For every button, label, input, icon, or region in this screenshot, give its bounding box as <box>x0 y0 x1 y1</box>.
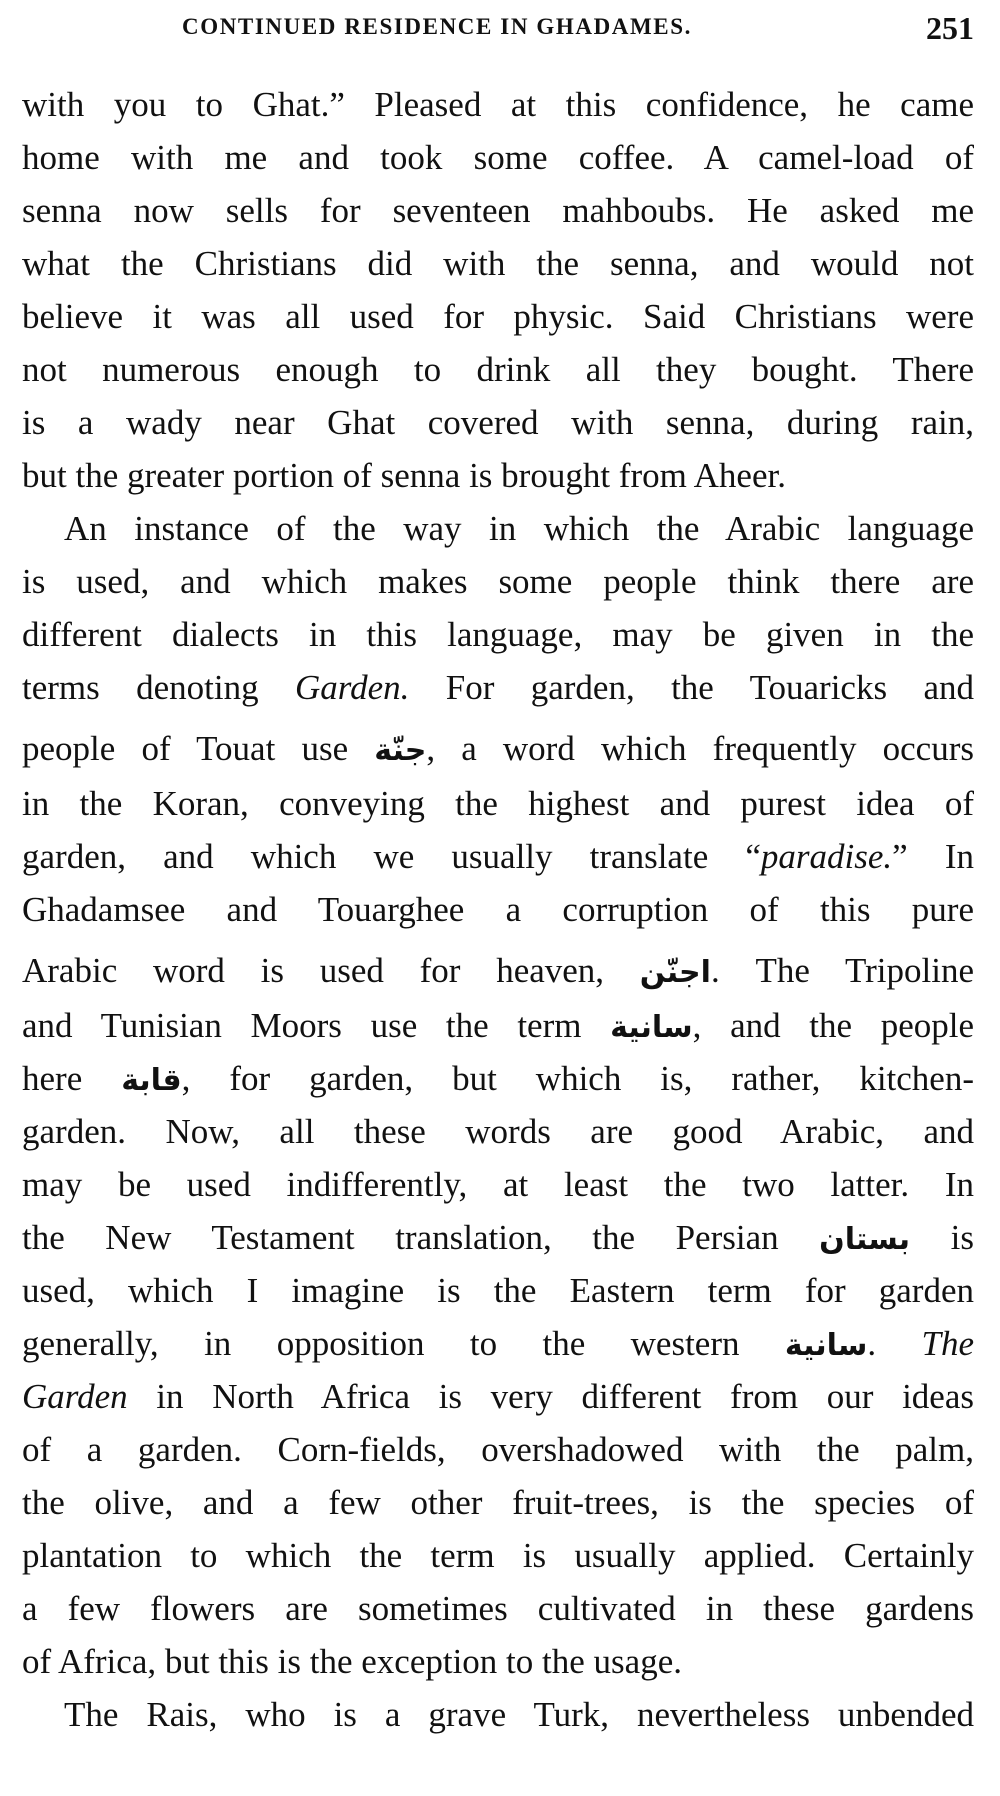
italic-term: The <box>921 1324 974 1363</box>
text-segment: For garden, the Touaricks and <box>409 668 974 707</box>
text-line: different dialects in this language, may be given in the <box>22 615 974 654</box>
text-segment: ” In <box>892 837 974 876</box>
text-segment: . <box>867 1324 922 1363</box>
text-line: but the greater portion of senna is brought from Aheer. <box>22 456 786 495</box>
text-line: of a garden. Corn-fields, overshadowed with the palm, <box>22 1430 974 1469</box>
text-segment: garden, and which we usually translate “ <box>22 837 761 876</box>
text-segment: , and the people <box>692 1006 974 1045</box>
text-segment: is <box>910 1218 974 1257</box>
text-line: a few flowers are sometimes cultivated in these gardens <box>22 1589 974 1628</box>
text-segment: people of Touat use <box>22 729 375 768</box>
italic-term: paradise. <box>760 837 893 876</box>
text-segment: . The Tripoline <box>710 951 974 990</box>
text-line: not numerous enough to drink all they bought. There <box>22 350 974 389</box>
text-segment: in North Africa is very different from our ideas <box>127 1377 974 1416</box>
running-head <box>22 10 974 50</box>
text-line: used, which I imagine is the Eastern term for garden <box>22 1271 974 1310</box>
text-line: The Rais, who is a grave Turk, nevertheless unbended <box>64 1695 974 1734</box>
text-line: garden. Now, all these words are good Arabic, and <box>22 1112 974 1151</box>
arabic-word: بستان <box>819 1222 911 1257</box>
text-segment: here <box>22 1059 122 1098</box>
text-line: in the Koran, conveying the highest and purest idea of <box>22 784 974 823</box>
text-line: with you to Ghat.” Pleased at this confidence, he came <box>22 85 974 124</box>
text-segment: , a word which frequently occurs <box>426 729 974 768</box>
text-segment: the New Testament translation, the Persian <box>22 1218 820 1257</box>
running-title: CONTINUED RESIDENCE IN GHADAMES. <box>182 14 692 39</box>
text-line: Ghadamsee and Touarghee a corruption of this pure <box>22 890 974 929</box>
text-segment: , for garden, but which is, rather, kitchen- <box>181 1059 974 1098</box>
text-segment: terms denoting <box>22 668 295 707</box>
text-line: is a wady near Ghat covered with senna, during rain, <box>22 403 974 442</box>
text-line: home with me and took some coffee. A camel-load of <box>22 138 974 177</box>
body-text <box>22 78 974 1741</box>
text-line <box>22 999 974 1052</box>
text-line: is used, and which makes some people think there are <box>22 562 974 601</box>
text-line: may be used indifferently, at least the two latter. In <box>22 1165 974 1204</box>
text-line: believe it was all used for physic. Said Christians were <box>22 297 974 336</box>
text-line <box>22 1317 974 1370</box>
text-line <box>22 714 974 777</box>
arabic-word: سانية <box>610 1010 693 1045</box>
arabic-word: قابة <box>121 1063 182 1098</box>
text-line <box>22 936 974 999</box>
text-segment: and Tunisian Moors use the term <box>22 1006 611 1045</box>
text-line <box>22 661 974 714</box>
text-segment: generally, in opposition to the western <box>22 1324 785 1363</box>
text-line <box>22 1052 974 1105</box>
text-line <box>22 830 974 883</box>
text-line <box>22 1370 974 1423</box>
text-line: An instance of the way in which the Arabic language <box>64 509 974 548</box>
text-line: the olive, and a few other fruit-trees, is the species of <box>22 1483 974 1522</box>
arabic-word: اجنّن <box>639 955 711 990</box>
italic-term: Garden. <box>294 668 410 707</box>
text-line: of Africa, but this is the exception to the usage. <box>22 1642 682 1681</box>
italic-term: Garden <box>22 1377 128 1416</box>
arabic-word: سانية <box>784 1328 868 1363</box>
text-line <box>22 1211 974 1264</box>
page-number: 251 <box>926 10 974 46</box>
text-line: plantation to which the term is usually applied. Certainly <box>22 1536 974 1575</box>
text-line: senna now sells for seventeen mahboubs. He asked me <box>22 191 974 230</box>
arabic-word: جنّة <box>374 733 427 768</box>
text-line: what the Christians did with the senna, and would not <box>22 244 974 283</box>
text-segment: Arabic word is used for heaven, <box>22 951 640 990</box>
